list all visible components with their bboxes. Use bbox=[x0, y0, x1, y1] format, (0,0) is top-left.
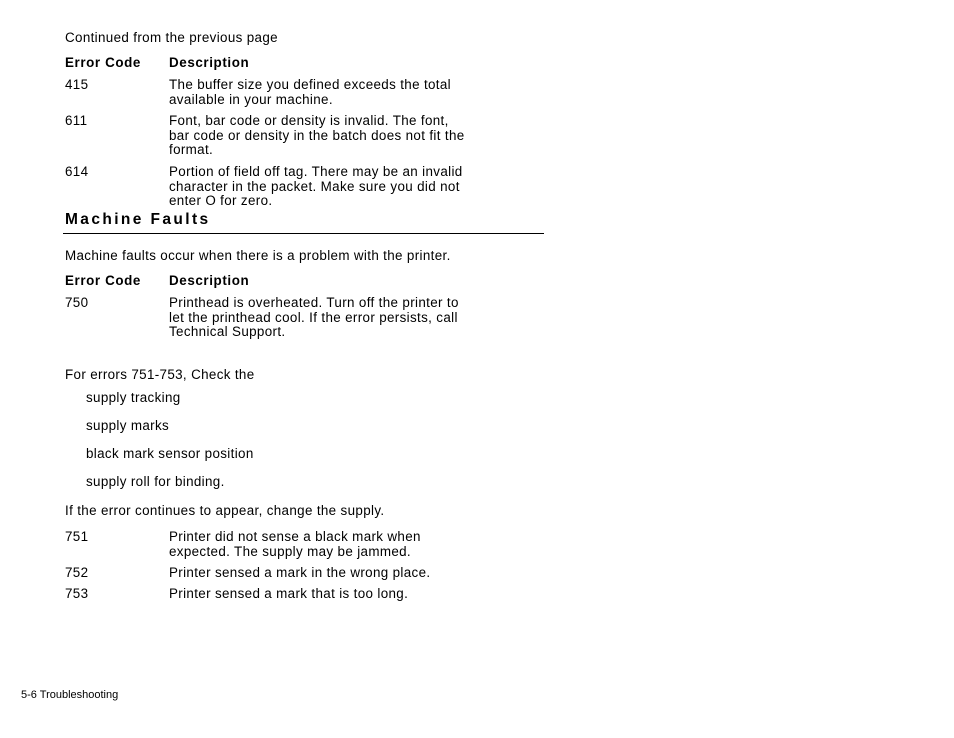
error-code-751: 751 bbox=[65, 529, 89, 544]
description-line: Portion of field off tag. There may be an invalid bbox=[169, 164, 463, 179]
description-line: Printer did not sense a black mark when bbox=[169, 529, 421, 544]
error-code-611: 611 bbox=[65, 113, 88, 128]
error-description-752 bbox=[169, 566, 430, 581]
error-description-611 bbox=[169, 114, 465, 158]
table1-header-description: Description bbox=[169, 55, 250, 70]
description-line: available in your machine. bbox=[169, 91, 333, 107]
table1-header-code: Error Code bbox=[65, 55, 141, 70]
error-description-415 bbox=[169, 78, 451, 107]
error-description-614 bbox=[169, 165, 463, 209]
check-item: supply marks bbox=[86, 418, 170, 433]
description-line: character in the packet. Make sure you did not bbox=[169, 178, 460, 194]
error-code-753: 753 bbox=[65, 586, 89, 601]
table2-header-code: Error Code bbox=[65, 273, 141, 288]
section-intro: Machine faults occur when there is a problem with the printer. bbox=[65, 248, 451, 263]
section-heading-machine-faults: Machine Faults bbox=[65, 211, 211, 228]
description-line: Printer sensed a mark that is too long. bbox=[169, 586, 409, 601]
description-line: enter O for zero. bbox=[169, 193, 273, 209]
error-code-614: 614 bbox=[65, 164, 89, 179]
description-line: Printhead is overheated. Turn off the printer to bbox=[169, 295, 459, 310]
description-line: The buffer size you defined exceeds the total bbox=[169, 77, 451, 92]
section-rule bbox=[63, 233, 544, 234]
checks-lead: For errors 751-753, Check the bbox=[65, 367, 255, 382]
table2-header-description: Description bbox=[169, 273, 250, 288]
page-footer: 5-6 Troubleshooting bbox=[21, 689, 119, 701]
description-line: Technical Support. bbox=[169, 324, 286, 340]
description-line: bar code or density in the batch does not fit the bbox=[169, 127, 465, 143]
error-description-753 bbox=[169, 587, 408, 602]
description-line: Font, bar code or density is invalid. The font, bbox=[169, 113, 449, 128]
error-code-415: 415 bbox=[65, 77, 89, 92]
checks-followup: If the error continues to appear, change the supply. bbox=[65, 503, 385, 518]
check-item: supply tracking bbox=[86, 390, 181, 405]
description-line: expected. The supply may be jammed. bbox=[169, 543, 411, 559]
error-code-752: 752 bbox=[65, 565, 89, 580]
error-code-750: 750 bbox=[65, 295, 89, 310]
description-line: format. bbox=[169, 142, 214, 158]
error-description-751 bbox=[169, 530, 421, 559]
continued-note: Continued from the previous page bbox=[65, 30, 278, 45]
description-line: Printer sensed a mark in the wrong place. bbox=[169, 565, 431, 580]
description-line: let the printhead cool. If the error persists, call bbox=[169, 309, 458, 325]
error-description-750 bbox=[169, 296, 459, 340]
check-item: black mark sensor position bbox=[86, 446, 254, 461]
check-item: supply roll for binding. bbox=[86, 474, 225, 489]
